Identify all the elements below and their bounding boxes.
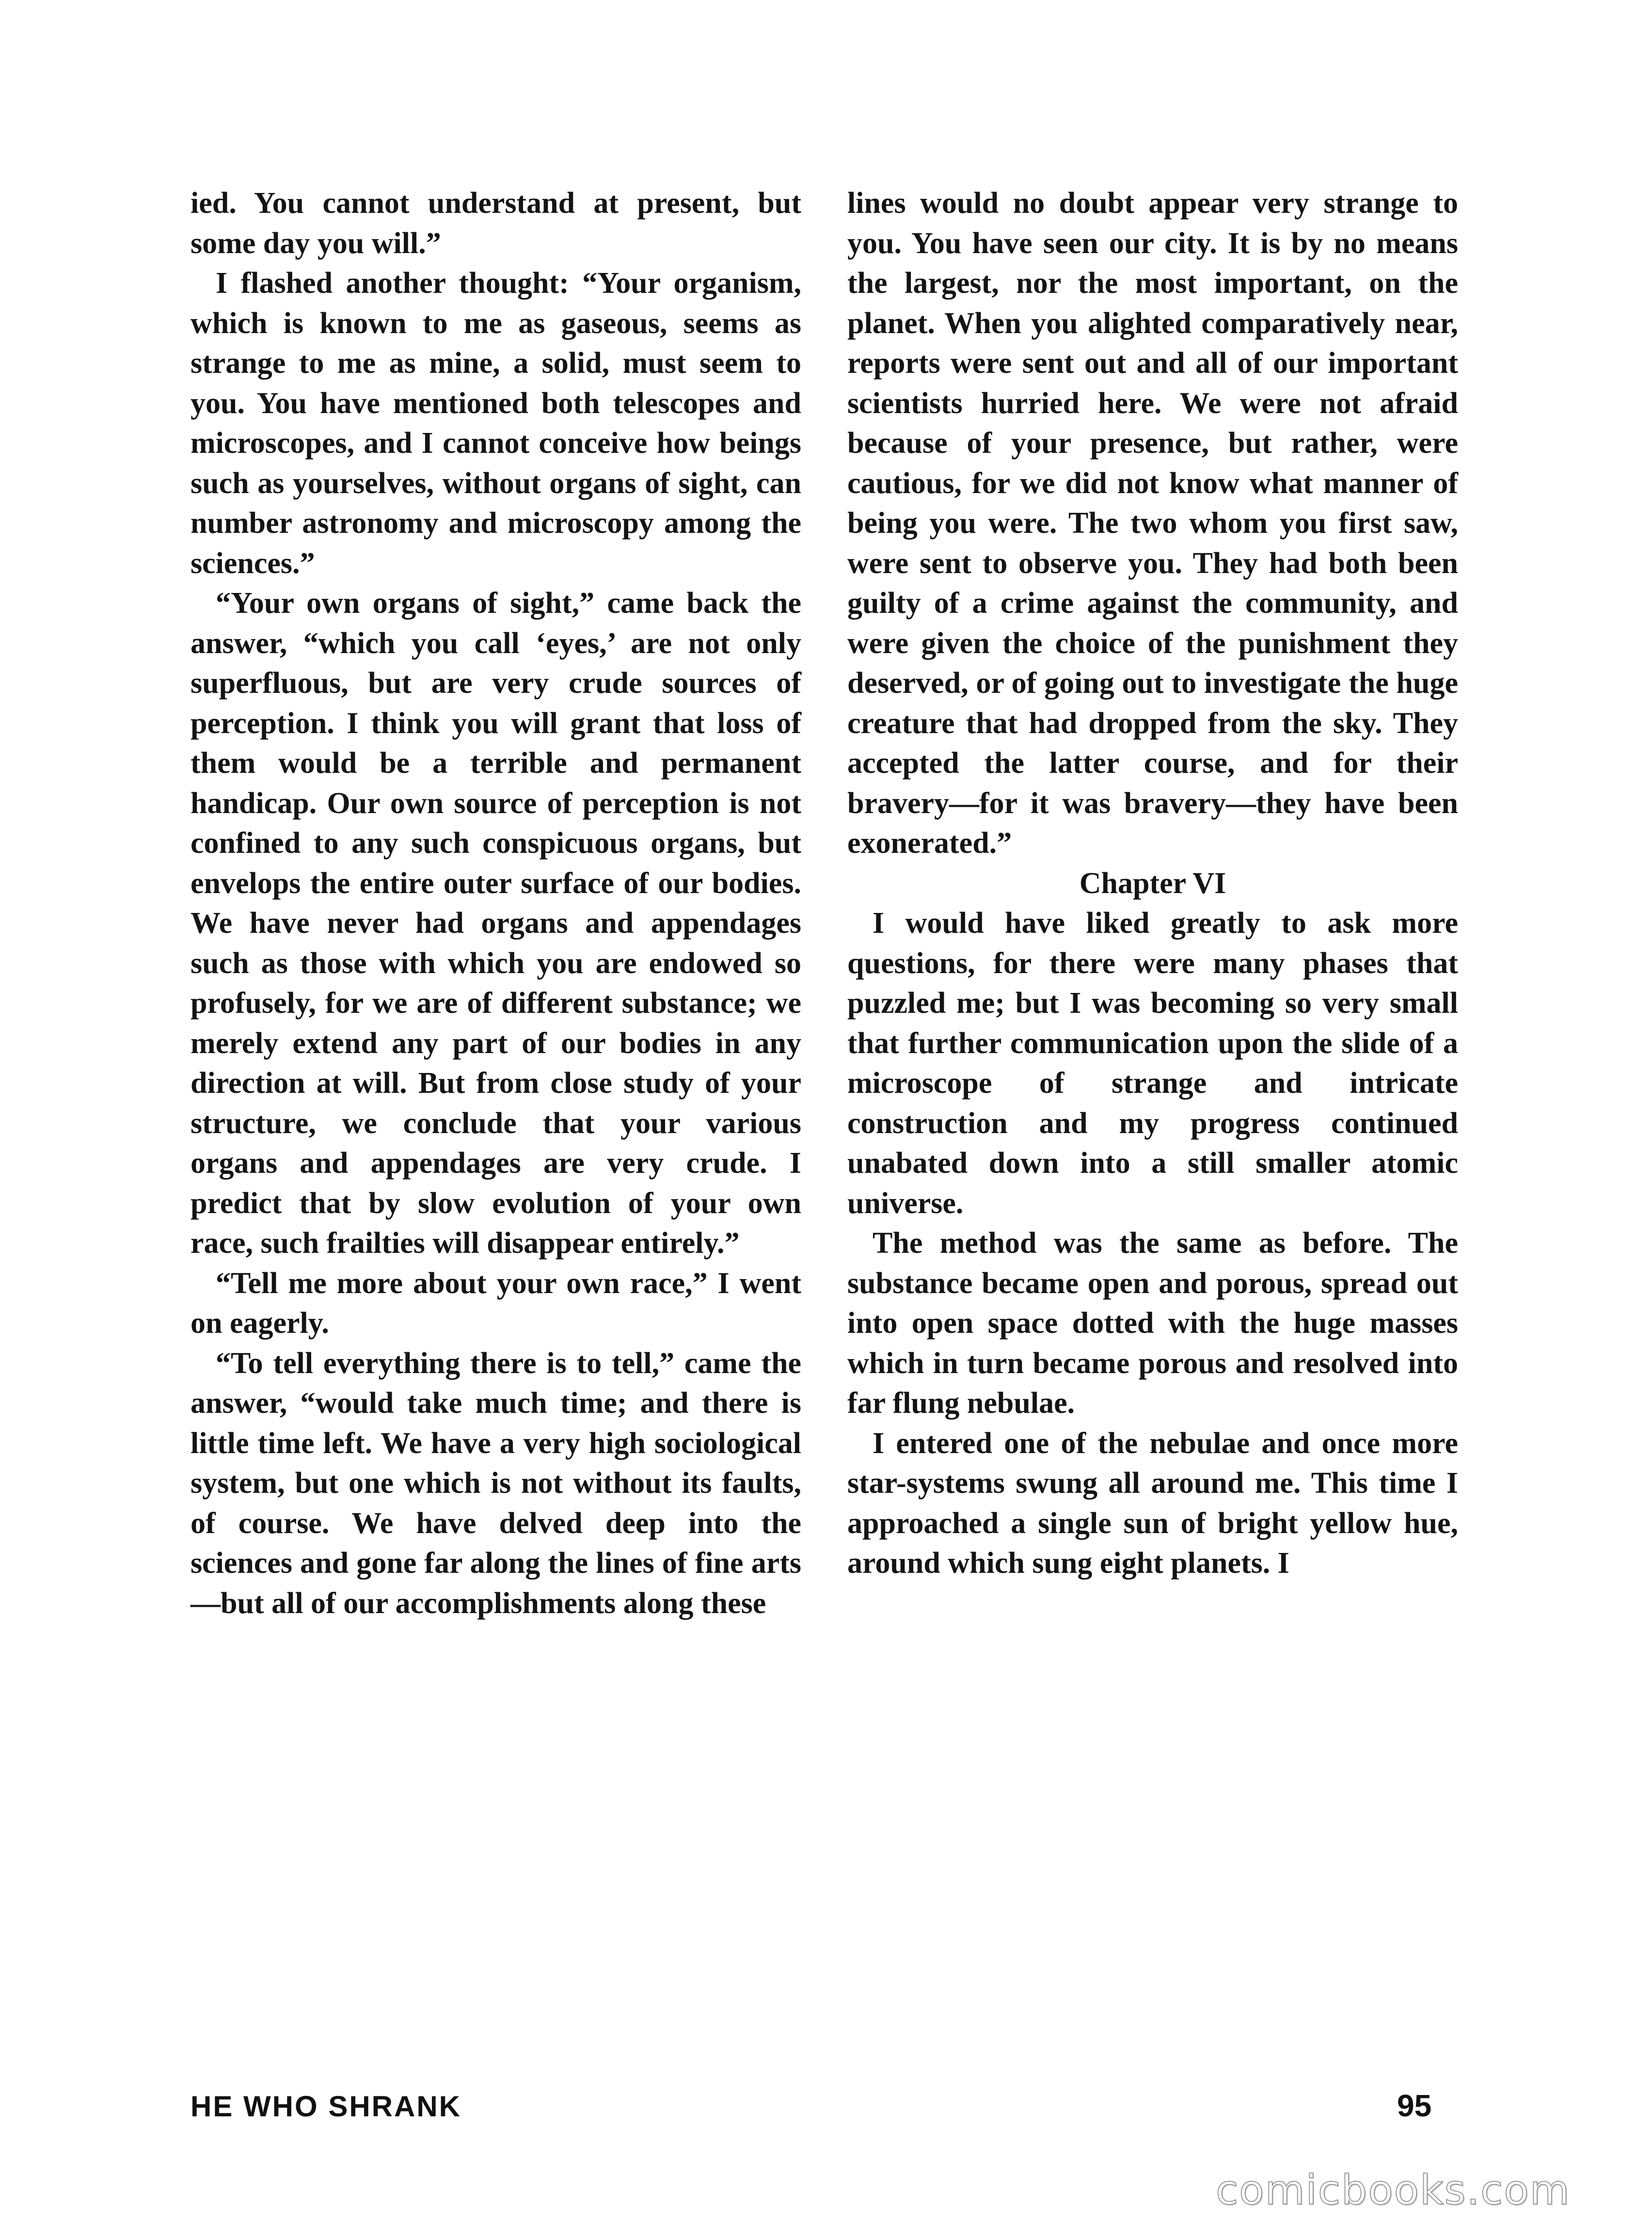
paragraph: ied. You cannot understand at present, but some day you will.” xyxy=(191,187,801,260)
paragraph: lines would no doubt appear very strange to you. You have seen our city. It is by no means the largest, nor the most important, on the planet. When you alighted comparatively near, reports were sent out and all of our important scientists hurried here. We were not afraid because of your presence, but rather, were cautious, for we did not know what manner of being you were. The two whom you first saw, were sent to observe you. They had both been guilty of a crime against the community, and were given the choice of the punishment they deserved, or of going out to investigate the huge creature that had dropped from the sky. They accepted the latter course, and for their bravery—for it was bravery—they have been exonerated.” xyxy=(847,187,1458,860)
site-watermark: comicbooks.com xyxy=(1216,2166,1571,2214)
chapter-heading: Chapter VI xyxy=(1079,866,1226,900)
paragraph: “To tell everything there is to tell,” came the answer, “would take much time; and there is little time left. We have a very high sociological system, but one which is not without its faults, of course. We have delved deep into the sciences and gone far along the lines of fine arts—but all of our accomplishments along these xyxy=(191,1346,801,1620)
paragraph: “Your own organs of sight,” came back the answer, “which you call ‘eyes,’ are not only superfluous, but are very crude sources of perception. I think you will grant that loss of them would be a terrible and permanent handicap. Our own source of perception is not confined to any such conspicuous organs, but envelops the entire outer surface of our bodies. We have never had organs and appendages such as those with which you are endowed so profusely, for we are of different substance; we merely extend any part of our bodies in any direction at will. But from close study of your structure, we conclude that your various organs and appendages are very crude. I predict that by slow evolution of your own race, such frailties will disappear entirely.” xyxy=(191,587,801,1260)
right-text-column xyxy=(847,183,1458,1583)
paragraph: I entered one of the nebulae and once more star-systems swung all around me. This time I approached a single sun of bright yellow hue, around which sung eight planets. I xyxy=(847,1426,1458,1580)
paragraph: I flashed another thought: “Your organism, which is known to me as gaseous, seems as strange to me as mine, a solid, must seem to you. You have mentioned both telescopes and microscopes, and I cannot conceive how beings such as yourselves, without organs of sight, can number astronomy and microscopy among the sciences.” xyxy=(191,267,801,580)
running-footer-title: HE WHO SHRANK xyxy=(191,2090,461,2123)
paragraph: “Tell me more about your own race,” I went on eagerly. xyxy=(191,1266,801,1340)
paragraph: The method was the same as before. The substance became open and porous, spread out into open space dotted with the huge masses which in turn became porous and resolved into far flung nebulae. xyxy=(847,1227,1458,1420)
left-text-column xyxy=(191,183,801,1623)
page-number: 95 xyxy=(1397,2088,1432,2123)
paragraph: I would have liked greatly to ask more questions, for there were many phases that puzzled me; but I was becoming so very small that further communication upon the slide of a microscope of strange and intricate construction and my progress continued unabated down into a still smaller atomic universe. xyxy=(847,907,1458,1220)
